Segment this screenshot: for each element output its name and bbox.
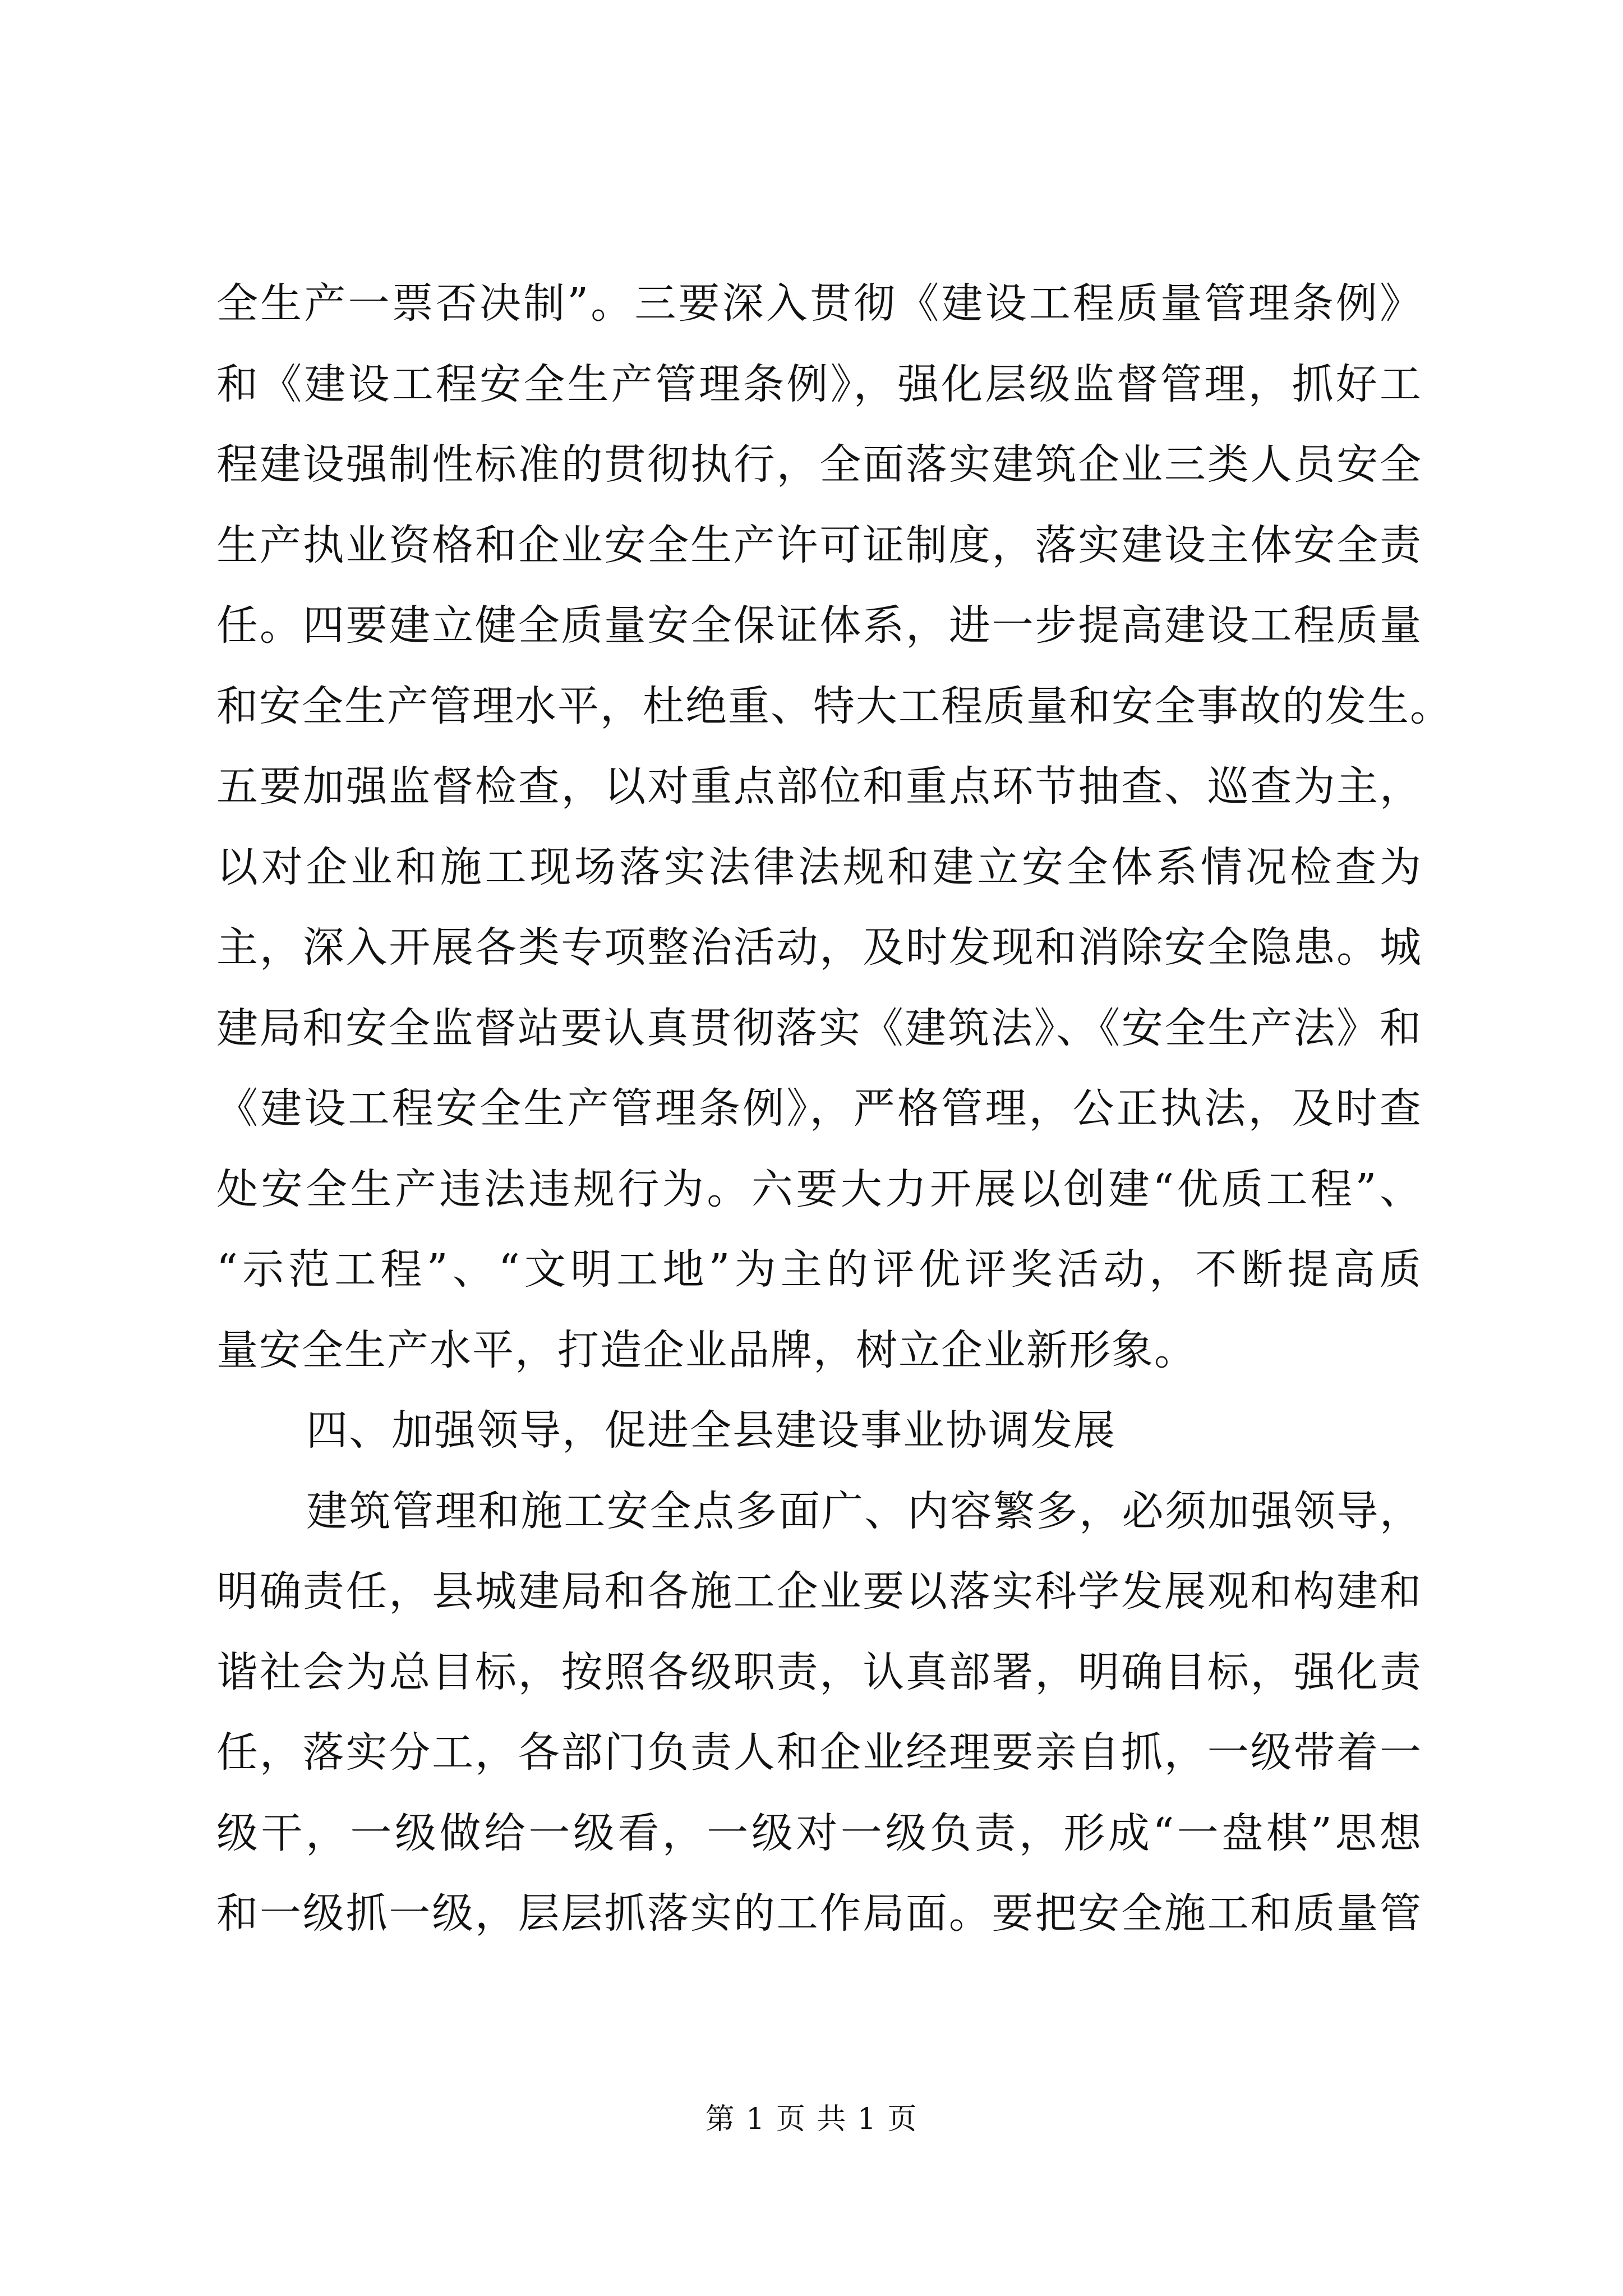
paragraph-line: 任。四要建立健全质量安全保证体系，进一步提高建设工程质量 xyxy=(216,601,1422,650)
paragraph-line: 程建设强制性标准的贯彻执行，全面落实建筑企业三类人员安全 xyxy=(216,440,1422,489)
paragraph-line: 五要加强监督检查，以对重点部位和重点环节抽查、巡查为主， xyxy=(216,762,1422,811)
paragraph-line: 级干，一级做给一级看，一级对一级负责，形成“一盘棋”思想 xyxy=(216,1809,1422,1857)
paragraph-line: 和安全生产管理水平，杜绝重、特大工程质量和安全事故的发生。 xyxy=(216,682,1453,730)
paragraph-line: 量安全生产水平，打造企业品牌，树立企业新形象。 xyxy=(216,1326,1197,1374)
paragraph-line: 建局和安全监督站要认真贯彻落实《建筑法》、《安全生产法》和 xyxy=(216,1004,1422,1052)
paragraph-line: 以对企业和施工现场落实法律法规和建立安全体系情况检查为 xyxy=(216,843,1422,891)
paragraph-line: 明确责任，县城建局和各施工企业要以落实科学发展观和构建和 xyxy=(216,1567,1422,1616)
page-number: 第 1 页 共 1 页 xyxy=(705,2102,918,2136)
paragraph-line: 生产执业资格和企业安全生产许可证制度，落实建设主体安全责 xyxy=(216,521,1422,569)
page-footer xyxy=(0,2097,1623,2142)
paragraph-line: 《建设工程安全生产管理条例》，严格管理，公正执法，及时查 xyxy=(216,1084,1422,1133)
paragraph-line: 任，落实分工，各部门负责人和企业经理要亲自抓，一级带着一 xyxy=(216,1728,1422,1777)
paragraph-line: 谐社会为总目标，按照各级职责，认真部署，明确目标，强化责 xyxy=(216,1648,1422,1696)
document-body xyxy=(216,264,1453,1954)
paragraph-line: 全生产一票否决制”。三要深入贯彻《建设工程质量管理条例》 xyxy=(216,279,1422,328)
paragraph-line: 和一级抓一级，层层抓落实的工作局面。要把安全施工和质量管 xyxy=(216,1889,1422,1938)
paragraph-line: “示范工程”、“文明工地”为主的评优评奖活动，不断提高质 xyxy=(216,1245,1422,1294)
section-heading: 四、加强领导，促进全县建设事业协调发展 xyxy=(306,1406,1116,1455)
paragraph-line: 处安全生产违法违规行为。六要大力开展以创建“优质工程”、 xyxy=(216,1165,1422,1213)
paragraph-line: 建筑管理和施工安全点多面广、内容繁多，必须加强领导， xyxy=(306,1487,1422,1535)
paragraph-line: 主，深入开展各类专项整治活动，及时发现和消除安全隐患。城 xyxy=(216,923,1422,972)
paragraph-line: 和《建设工程安全生产管理条例》，强化层级监督管理，抓好工 xyxy=(216,360,1422,408)
